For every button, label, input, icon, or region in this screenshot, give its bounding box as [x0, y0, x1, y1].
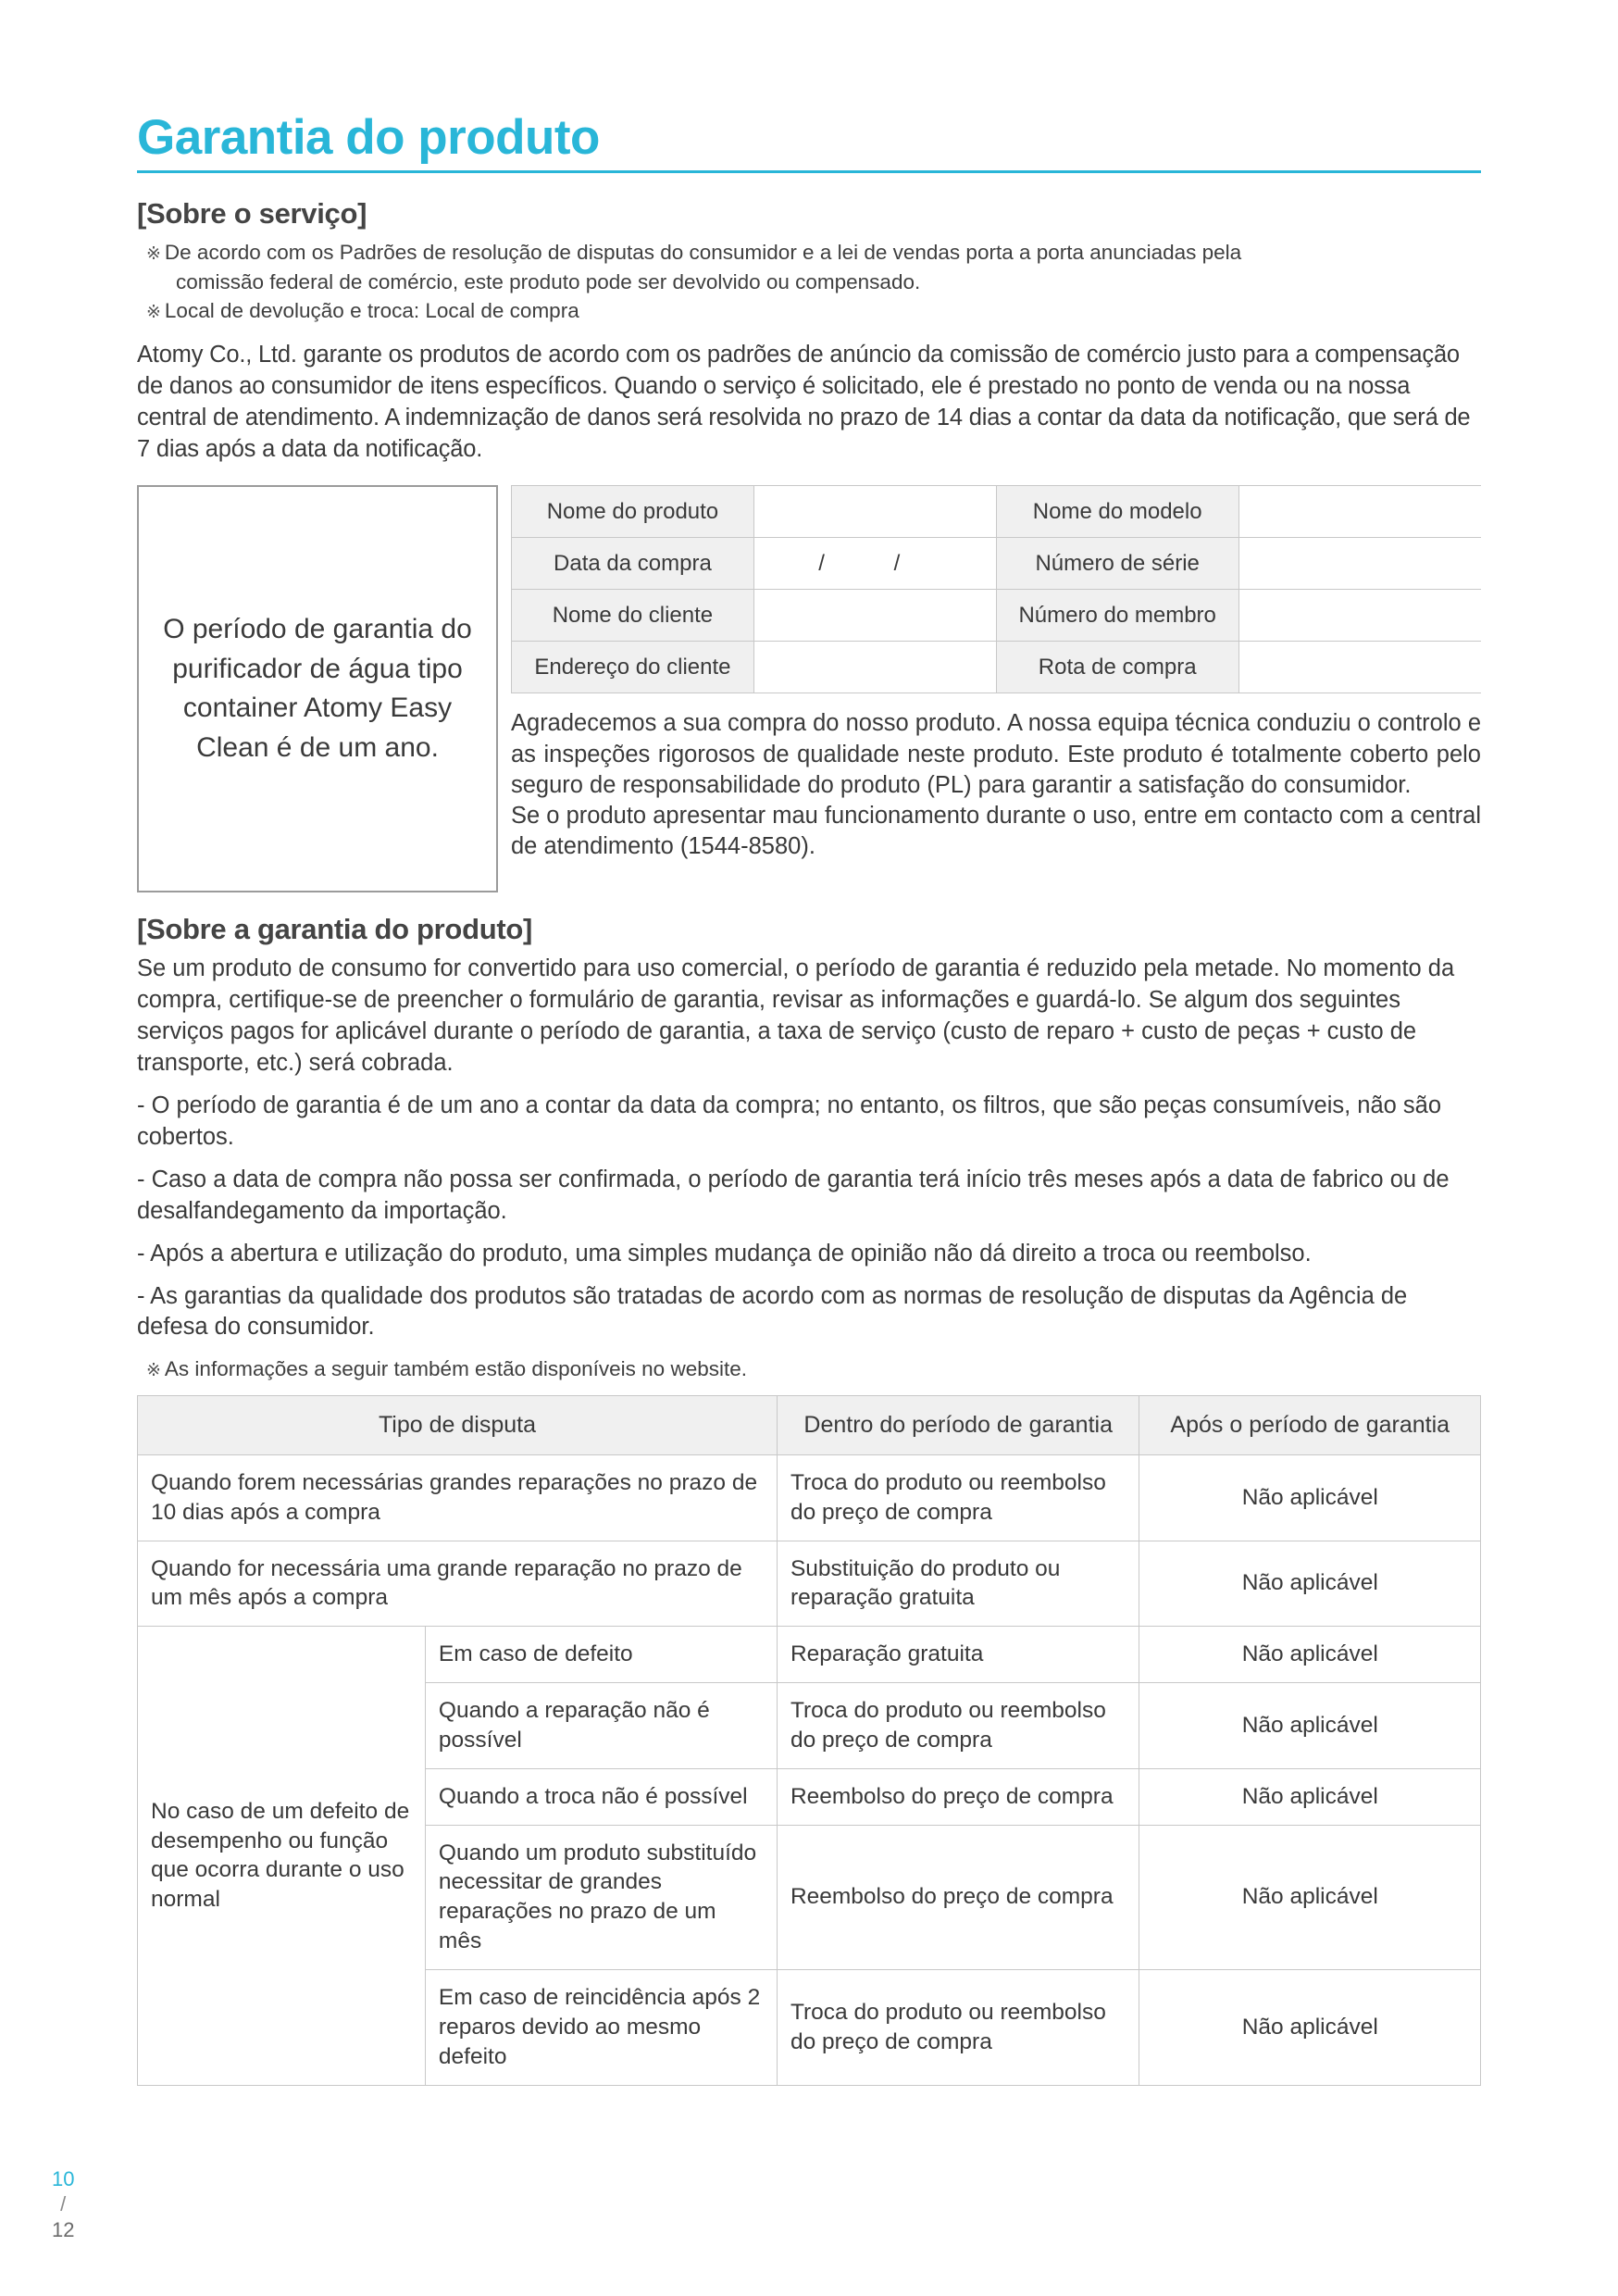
within-warranty-2: Substituição do produto ou reparação gratuita [777, 1541, 1139, 1627]
field-member-number[interactable] [1238, 590, 1481, 642]
dispute-type-2: Quando for necessária uma grande reparação no prazo de um mês após a compra [138, 1541, 778, 1627]
warranty-paragraph-3: - Caso a data de compra não possa ser confirmada, o período de garantia terá início três meses após a data de fabrico ou de desalfandegamento da importação. [137, 1166, 1450, 1224]
table-header-row [138, 1395, 1481, 1454]
table-row [512, 590, 1482, 642]
dispute-subtype-5: Em caso de reincidência após 2 reparos devido ao mesmo defeito [425, 1969, 777, 2085]
after-warranty-7: Não aplicável [1139, 1969, 1481, 2085]
service-note-1 [146, 238, 1481, 267]
table-row [138, 1454, 1481, 1541]
after-warranty-3: Não aplicável [1139, 1627, 1481, 1683]
within-warranty-5: Reembolso do preço de compra [777, 1768, 1139, 1825]
label-member-number: Número do membro [996, 590, 1238, 642]
dispute-resolution-table [137, 1395, 1481, 2086]
field-product-name[interactable] [753, 486, 996, 538]
table-row [138, 1627, 1481, 1683]
field-customer-name[interactable] [753, 590, 996, 642]
label-purchase-date: Data da compra [512, 538, 754, 590]
after-warranty-5: Não aplicável [1139, 1768, 1481, 1825]
warranty-period-box [137, 485, 498, 892]
field-customer-address[interactable] [753, 642, 996, 693]
label-product-name: Nome do produto [512, 486, 754, 538]
page-number [52, 2166, 74, 2243]
dispute-subtype-2: Quando a reparação não é possível [425, 1683, 777, 1769]
label-customer-name: Nome do cliente [512, 590, 754, 642]
service-section-heading: [Sobre o serviço] [137, 197, 367, 231]
after-warranty-2: Não aplicável [1139, 1541, 1481, 1627]
note-mark-icon: ※ [146, 302, 161, 322]
after-warranty-6: Não aplicável [1139, 1825, 1481, 1969]
warranty-paragraph-1: Se um produto de consumo for convertido para uso comercial, o período de garantia é reduzido pela metade. No momento da compra, certifique-se de preencher o formulário de garantia, revisar as informações e guardá-lo. Se algum dos seguintes serviços pagos for aplicável durante o período de garantia, a taxa de serviço (custo de reparo + custo de peças + custo de transporte, etc.) será cobrada. [137, 955, 1455, 1077]
label-serial-number: Número de série [996, 538, 1238, 590]
header-after-warranty: Após o período de garantia [1139, 1395, 1481, 1454]
within-warranty-1: Troca do produto ou reembolso do preço de compra [777, 1454, 1139, 1541]
page-number-total: 12 [52, 2217, 75, 2241]
after-warranty-4: Não aplicável [1139, 1683, 1481, 1769]
warranty-section [137, 913, 1481, 1383]
header-dispute-type: Tipo de disputa [138, 1395, 778, 1454]
field-purchase-route[interactable] [1238, 642, 1481, 693]
dispute-type-group-defect: No caso de um defeito de desempenho ou função que ocorra durante o uso normal [138, 1627, 426, 2085]
table-row [512, 538, 1482, 590]
thanks-paragraph-1: Agradecemos a sua compra do nosso produto. A nossa equipa técnica conduziu o controlo e as inspeções rigorosos de qualidade neste produto. Este produto é totalmente coberto pelo seguro de responsabilidade do produto (PL) para garantir a satisfação do consumidor. [511, 710, 1481, 798]
field-model-name[interactable] [1238, 486, 1481, 538]
within-warranty-6: Reembolso do preço de compra [777, 1825, 1139, 1969]
table-row [138, 1541, 1481, 1627]
dispute-subtype-1: Em caso de defeito [425, 1627, 777, 1683]
header-within-warranty: Dentro do período de garantia [777, 1395, 1139, 1454]
service-note-1-text: De acordo com os Padrões de resolução de disputas do consumidor e a lei de vendas porta a porta anunciadas pela [164, 241, 1242, 265]
service-note-2 [146, 296, 1481, 325]
dispute-type-1: Quando forem necessárias grandes reparações no prazo de 10 dias após a compra [138, 1454, 778, 1541]
warranty-period-text: O período de garantia do purificador de água tipo container Atomy Easy Clean é de um ano. [163, 614, 472, 763]
warranty-note [146, 1354, 1481, 1383]
page-number-separator: / [60, 2192, 67, 2215]
page-title: Garantia do produto [137, 110, 600, 165]
service-paragraph: Atomy Co., Ltd. garante os produtos de acordo com os padrões de anúncio da comissão de comércio justo para a compensação de danos ao consumidor de itens específicos. Quando o serviço é solicitado, ele é prestado no ponto de venda ou na nossa central de atendimento. A indemnização de danos será resolvida no prazo de 14 dias a contar da data da notificação, que será de 7 dias após a data da notificação. [137, 341, 1471, 462]
page-number-current: 10 [52, 2166, 75, 2190]
warranty-form-table [511, 485, 1481, 693]
table-row [512, 486, 1482, 538]
within-warranty-7: Troca do produto ou reembolso do preço de compra [777, 1969, 1139, 2085]
note-mark-icon: ※ [146, 244, 161, 265]
after-warranty-1: Não aplicável [1139, 1454, 1481, 1541]
within-warranty-3: Reparação gratuita [777, 1627, 1139, 1683]
label-model-name: Nome do modelo [996, 486, 1238, 538]
thanks-paragraph-2: Se o produto apresentar mau funcionamento durante o uso, entre em contacto com a central de atendimento (1544-8580). [511, 802, 1481, 859]
title-divider [137, 170, 1481, 173]
warranty-info-block [137, 485, 1481, 892]
note-mark-icon: ※ [146, 1361, 161, 1381]
thanks-text-block [511, 708, 1481, 862]
table-row [512, 642, 1482, 693]
warranty-note-text: As informações a seguir também estão disponíveis no website. [164, 1357, 747, 1381]
dispute-subtype-4: Quando um produto substituído necessitar de grandes reparações no prazo de um mês [425, 1825, 777, 1969]
warranty-paragraph-2: - O período de garantia é de um ano a contar da data da compra; no entanto, os filtros, que são peças consumíveis, não são cobertos. [137, 1092, 1442, 1150]
warranty-paragraph-4: - Após a abertura e utilização do produto, uma simples mudança de opinião não dá direito a troca ou reembolso. [137, 1240, 1312, 1267]
warranty-form-area [511, 485, 1481, 862]
field-serial-number[interactable] [1238, 538, 1481, 590]
service-note-2-text: Local de devolução e troca: Local de compra [164, 298, 579, 322]
within-warranty-4: Troca do produto ou reembolso do preço de compra [777, 1683, 1139, 1769]
label-purchase-route: Rota de compra [996, 642, 1238, 693]
service-note-1-cont: comissão federal de comércio, este produto pode ser devolvido ou compensado. [176, 269, 921, 293]
warranty-paragraph-5: - As garantias da qualidade dos produtos são tratadas de acordo com as normas de resolução de disputas da Agência de defesa do consumidor. [137, 1282, 1408, 1341]
page-content [137, 111, 1481, 2086]
warranty-section-heading: [Sobre a garantia do produto] [137, 913, 533, 946]
label-customer-address: Endereço do cliente [512, 642, 754, 693]
field-purchase-date[interactable]: / / [753, 538, 996, 590]
dispute-subtype-3: Quando a troca não é possível [425, 1768, 777, 1825]
